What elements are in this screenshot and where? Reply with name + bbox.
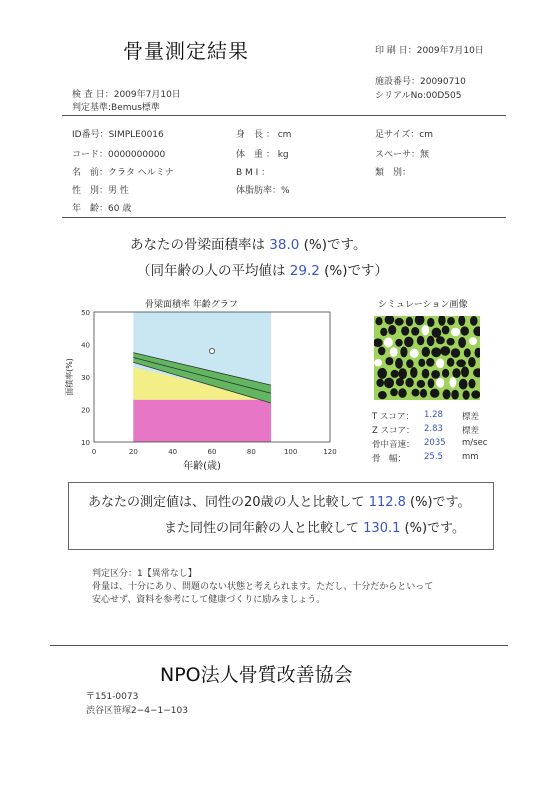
patient-foot-size: 足サイズ：cm xyxy=(375,130,433,140)
patient-code: コード：0000000000 xyxy=(72,150,166,160)
metric-value: 2035 xyxy=(424,438,446,448)
trabecular-pore xyxy=(378,347,385,356)
trabecular-pore xyxy=(422,325,430,335)
trabecular-pore xyxy=(464,348,471,357)
metric-value: 1.28 xyxy=(424,410,443,420)
y-tick-label: 20 xyxy=(81,406,90,415)
trabecular-pore xyxy=(460,326,469,335)
trabecular-pore xyxy=(451,390,459,400)
patient-age: 年 齢：60 歳 xyxy=(72,204,132,214)
trabecular-pore xyxy=(468,357,476,367)
compare-20yo-value: 112.8 xyxy=(368,495,406,510)
judgement-line-1: 骨量は、十分にあり、問題のない状態と考えられます。ただし、十分だからといって xyxy=(92,582,434,592)
metric-label: 骨 幅： xyxy=(372,454,407,464)
age-average-value: 29.2 xyxy=(289,263,320,279)
trabecular-pore xyxy=(442,326,450,335)
comparison-line-1 xyxy=(88,491,471,510)
trabecular-pore xyxy=(461,366,469,377)
trabecular-pore xyxy=(391,370,399,378)
trabecular-pore xyxy=(447,317,455,325)
trabecular-pore xyxy=(440,346,450,356)
trabecular-pore xyxy=(427,318,434,327)
judgement-line-2: 安心せず、資料を参考にして健康づくりに励みましょう。 xyxy=(92,595,326,605)
comparison-line-2 xyxy=(164,517,465,536)
trabecular-pore xyxy=(412,389,420,397)
trabecular-pore xyxy=(398,368,407,379)
chart-pink-region xyxy=(133,400,271,442)
trabecular-pore xyxy=(385,357,393,365)
y-tick-label: 10 xyxy=(81,439,90,447)
trabecular-pore xyxy=(451,328,460,337)
criteria: 判定基準:Bemus標準 xyxy=(72,103,160,113)
x-tick-label: 0 xyxy=(91,448,97,456)
patient-divider xyxy=(62,217,506,218)
trabecular-pore xyxy=(426,358,434,367)
trabecular-pore xyxy=(395,358,403,369)
trabecular-pore xyxy=(417,380,425,388)
trabecular-pore xyxy=(374,359,382,367)
chart-title: 骨梁面積率 年齢グラフ xyxy=(145,300,238,310)
trabecular-pore xyxy=(384,378,394,389)
trabecular-pore xyxy=(447,338,455,346)
trabecular-pore xyxy=(390,347,398,357)
trabecular-pore xyxy=(396,378,404,386)
trabecular-pore xyxy=(471,390,480,398)
trabecular-pore xyxy=(417,336,425,345)
trabecular-pore xyxy=(463,390,470,399)
metric-value: 25.5 xyxy=(424,452,443,462)
trabecular-pore xyxy=(388,325,396,335)
comparison-line-2-pre: また同性の同年齢の人と比較して xyxy=(164,521,360,536)
comparison-line-1-post: (%)です。 xyxy=(410,495,471,510)
judgement-label: 判定区分：1【異常なし】 xyxy=(92,569,197,579)
trabecular-pore xyxy=(458,337,466,348)
result-line-1-pre: あなたの骨梁面積率は xyxy=(130,237,265,253)
simulation-image xyxy=(374,316,480,400)
x-tick-label: 120 xyxy=(323,448,337,456)
x-tick-label: 100 xyxy=(283,448,298,456)
trabecular-pore xyxy=(384,337,393,347)
trabecular-pore xyxy=(430,389,439,398)
trabecular-pore xyxy=(398,388,406,398)
exam-date: 検 査 日：2009年7月10日 xyxy=(72,90,181,100)
patient-data-point xyxy=(209,348,214,353)
x-tick-label: 20 xyxy=(128,448,138,456)
trabecular-pore xyxy=(470,316,478,326)
trabecular-pore xyxy=(469,379,476,389)
patient-spacer: スペーサ：無 xyxy=(375,150,430,160)
x-tick-label: 60 xyxy=(207,448,217,456)
trabecular-pore xyxy=(447,358,455,367)
trabecular-pore xyxy=(390,388,398,396)
y-tick-label: 40 xyxy=(81,341,90,350)
trabecular-pore xyxy=(420,389,427,398)
result-line-1-post: (%)です。 xyxy=(303,237,367,253)
patient-weight: 体 重 ： kg xyxy=(236,150,289,160)
trabecular-pore xyxy=(395,339,402,347)
metric-unit: m/sec xyxy=(462,438,488,448)
result-line-2-pre: （同年齢の人の平均値は xyxy=(137,263,286,279)
metric-label: 骨中音速： xyxy=(372,440,415,450)
trabecular-pore xyxy=(443,389,451,399)
y-axis-label: 面積率(%) xyxy=(65,358,74,396)
header-divider xyxy=(62,115,506,116)
simulation-title: シミュレーション画像 xyxy=(378,300,468,310)
compare-same-age-value: 130.1 xyxy=(363,521,401,536)
facility-number: 施設番号：20090710 xyxy=(375,77,466,87)
trabecular-pore xyxy=(422,369,430,379)
trabecular-pore xyxy=(395,318,404,326)
trabecular-pore xyxy=(411,327,419,336)
trabecular-area-value: 38.0 xyxy=(269,237,300,253)
trabecular-pore xyxy=(456,359,466,367)
trabecular-pore xyxy=(436,336,445,344)
trabecular-pore xyxy=(422,347,430,357)
x-tick-label: 40 xyxy=(168,448,178,456)
trabecular-pore xyxy=(377,368,387,379)
trabecular-pore xyxy=(427,336,435,346)
serial-number: シリアルNo:00D505 xyxy=(375,91,462,101)
page-title: 骨量測定結果 xyxy=(123,39,249,63)
comparison-line-1-pre: あなたの測定値は、同性の20歳の人と比較して xyxy=(88,495,365,510)
trabecular-pore xyxy=(400,347,407,358)
comparison-line-2-post: (%)です。 xyxy=(404,521,465,536)
metric-label: T スコア： xyxy=(372,412,414,422)
trabecular-pore xyxy=(410,367,417,378)
result-line-2 xyxy=(137,259,388,279)
trabecular-pore xyxy=(451,348,460,357)
trabecular-pore xyxy=(406,359,413,368)
footer-divider xyxy=(50,645,508,646)
patient-bmi: B M I ： xyxy=(236,168,271,178)
trabecular-pore xyxy=(431,370,440,379)
patient-name: 名 前：クラタ ヘルミナ xyxy=(72,168,174,178)
metric-unit: 標差 xyxy=(462,426,480,436)
x-tick-label: 80 xyxy=(246,448,256,456)
postal-code: 〒151-0073 xyxy=(86,692,139,702)
trabecular-pore xyxy=(376,379,384,387)
trabecular-pore xyxy=(459,379,468,390)
age-chart xyxy=(60,308,340,473)
y-tick-label: 30 xyxy=(81,374,90,382)
trabecular-pore xyxy=(428,378,435,388)
trabecular-pore xyxy=(436,359,444,369)
trabecular-pore xyxy=(405,378,413,388)
patient-body-fat: 体脂肪率：% xyxy=(236,186,290,196)
result-line-1 xyxy=(130,233,366,253)
trabecular-pore xyxy=(375,317,382,325)
x-axis-label: 年齢(歳) xyxy=(183,461,221,472)
patient-sex: 性 別：男 性 xyxy=(72,186,129,196)
trabecular-pore xyxy=(442,369,449,378)
address: 渋谷区笹塚2−4−1−103 xyxy=(86,706,188,716)
trabecular-pore xyxy=(406,317,413,327)
trabecular-pore xyxy=(469,337,477,345)
metric-unit: mm xyxy=(462,452,479,462)
trabecular-pore xyxy=(378,391,387,399)
metric-label: Z スコア： xyxy=(372,426,415,436)
trabecular-pore xyxy=(404,337,413,348)
trabecular-pore xyxy=(380,328,387,336)
trabecular-pore xyxy=(450,377,457,388)
patient-height: 身 長 ： cm xyxy=(236,130,292,140)
trabecular-pore xyxy=(436,378,444,388)
result-line-2-post: (%)です） xyxy=(324,263,389,279)
organization-name: NPO法人骨質改善協会 xyxy=(160,664,353,686)
metric-value: 2.83 xyxy=(424,424,443,434)
trabecular-pore xyxy=(431,347,441,357)
trabecular-pore xyxy=(452,368,460,378)
trabecular-pore xyxy=(401,326,409,335)
patient-id: ID番号：SIMPLE0016 xyxy=(72,130,164,140)
print-date: 印 刷 日：2009年7月10日 xyxy=(375,46,484,56)
metric-unit: 標差 xyxy=(462,412,480,422)
y-tick-label: 50 xyxy=(81,309,90,317)
trabecular-pore xyxy=(418,359,425,367)
trabecular-pore xyxy=(432,328,442,338)
patient-type: 類 別： xyxy=(375,168,412,178)
trabecular-pore xyxy=(410,349,419,358)
